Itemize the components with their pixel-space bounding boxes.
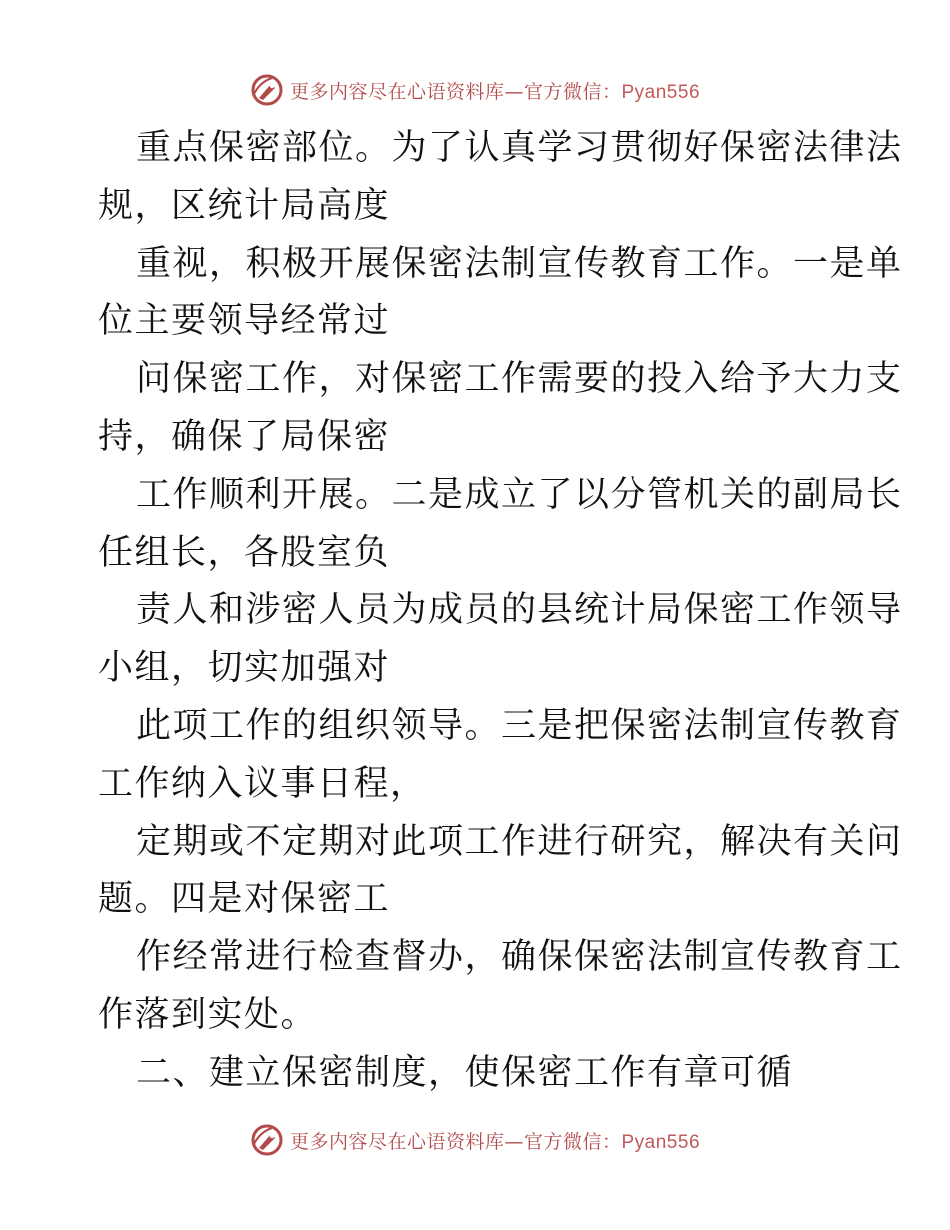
body-line: 工作顺利开展。二是成立了以分管机关的副局长 [136,474,903,515]
body-line: 此项工作的组织领导。三是把保密法制宣传教育 [136,705,903,746]
body-line: 任组长，各股室负 [98,532,391,573]
watermark-contact-label: 官方微信： [523,1130,622,1153]
pen-nib-circle-icon [250,73,284,107]
body-line: 位主要领导经常过 [98,301,391,342]
document-body [98,120,903,1103]
body-line: 重点保密部位。为了认真学习贯彻好保密法律法 [136,128,903,168]
watermark-text [290,77,700,104]
body-line: 规，区统计局高度 [98,185,391,226]
watermark-separator: — [504,1130,524,1153]
watermark-contact-id: Pyan556 [621,81,701,103]
body-line: 作落到实处。 [98,994,318,1035]
watermark-contact-id: Pyan556 [621,1131,701,1153]
watermark-separator: — [504,80,524,103]
watermark-contact-label: 官方微信： [523,80,622,103]
body-line: 题。四是对保密工 [98,879,391,920]
body-line: 工作纳入议事日程， [98,763,427,804]
body-line: 定期或不定期对此项工作进行研究，解决有关问 [136,821,903,862]
header-watermark [0,70,950,110]
body-line: 持，确保了局保密 [98,416,391,457]
body-line: 问保密工作，对保密工作需要的投入给予大力支 [136,359,903,400]
body-line: 作经常进行检查督办，确保保密法制宣传教育工 [136,937,903,978]
pen-nib-circle-icon [250,1123,284,1157]
body-line: 重视，积极开展保密法制宣传教育工作。一是单 [136,243,903,284]
watermark-text [290,1127,700,1154]
section-heading: 二、建立保密制度，使保密工作有章可循 [136,1052,794,1093]
body-line: 小组，切实加强对 [98,648,391,689]
watermark-site: 更多内容尽在心语资料库 [289,1130,505,1153]
watermark-site: 更多内容尽在心语资料库 [289,80,505,103]
footer-watermark [0,1120,950,1160]
body-line: 责人和涉密人员为成员的县统计局保密工作领导 [136,590,903,631]
